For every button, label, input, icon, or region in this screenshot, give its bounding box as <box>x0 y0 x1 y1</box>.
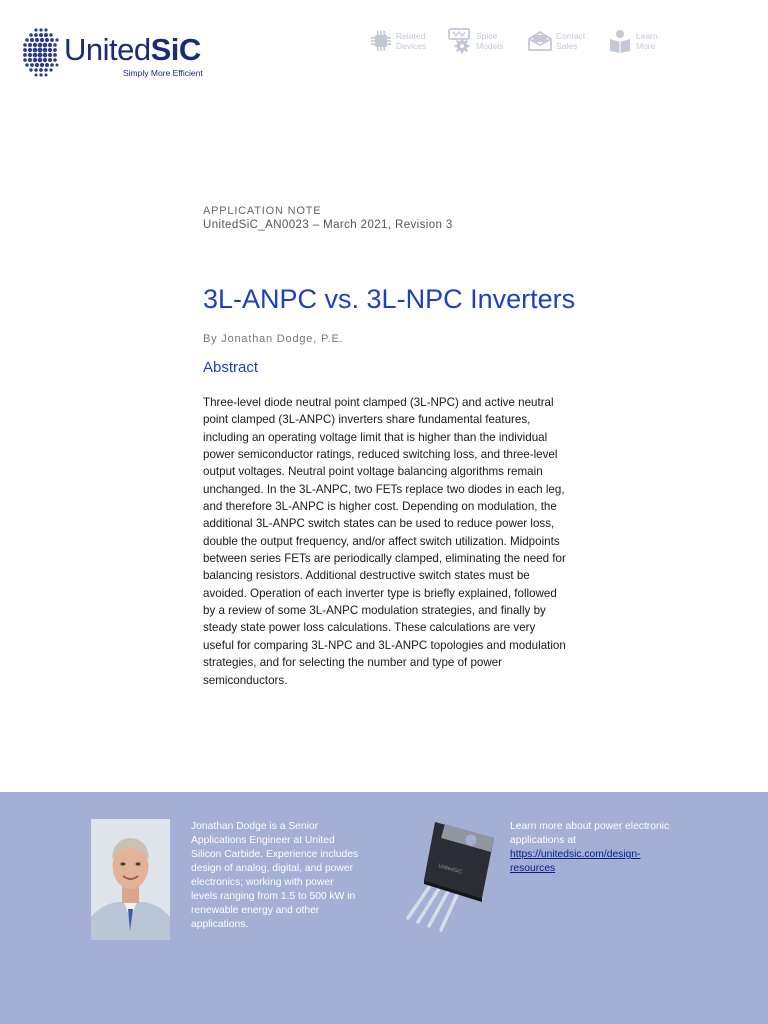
nav-label-line1: Contact <box>556 31 586 41</box>
nav-label-line1: Spice <box>476 31 498 41</box>
learn-more-text: Learn more about power electronic applications at <box>510 821 670 846</box>
nav-learn-more-label <box>636 31 674 51</box>
nav-related-devices-label <box>396 31 434 51</box>
nav-label-line1: Related <box>396 31 426 41</box>
nav-spice-models-label <box>476 31 514 51</box>
logo-dot-hexagon-icon <box>22 26 62 80</box>
abstract-text: Three-level diode neutral point clamped (3L-NPC) and active neutral point clamped (3L-ANPC) inverters share fundamental features, including an operating voltage limit that is higher than the individual power semiconductor ratings, reduced switching loss, and three-level output voltages. Neutral point voltage balancing algorithms remain unchanged. In the 3L-ANPC, two FETs replace two diodes in each leg, and therefore 3L-ANPC is higher cost. Depending on modulation, the additional 3L-ANPC switch states can be used to reduce power loss, double the output frequency, and/or affect switch utilization. Midpoints between series FETs are periodically clamped, eliminating the need for balancing resistors. Additional destructive switch states must be avoided. Operation of each inverter type is briefly explained, followed by a review of some 3L-ANPC modulation strategies, and finally by steady state power loss calculations. These calculations are very useful for comparing 3L-NPC and 3L-ANPC topologies and modulation strategies, and for selecting the number and type of power semiconductors. <box>203 396 566 687</box>
author-portrait-image <box>91 819 170 940</box>
design-resources-link[interactable]: https://unitedsic.com/design-resources <box>510 849 641 874</box>
nav-label-line2: Devices <box>396 41 427 51</box>
nav-spice-models[interactable] <box>448 28 514 54</box>
nav-learn-more[interactable] <box>608 28 674 54</box>
logo-wordmark <box>64 32 201 68</box>
logo-name-bold: SiC <box>150 32 201 67</box>
nav-contact-sales-label <box>556 31 594 51</box>
author-bio: Jonathan Dodge is a Senior Applications Engineer at United Silicon Carbide. Experience includes design of analog, digital, and power electronics; working with power levels ranging from 1.5 to 500 kW in renewable energy and other applications. <box>191 821 359 930</box>
byline: By Jonathan Dodge, P.E. <box>203 333 344 345</box>
nav-label-line2: Sales <box>556 41 578 51</box>
learn-more-block <box>510 820 670 876</box>
document-reference: UnitedSiC_AN0023 – March 2021, Revision 3 <box>203 219 453 231</box>
logo-tagline: Simply More Efficient <box>123 68 203 78</box>
book-reader-icon <box>608 29 632 53</box>
chip-icon <box>370 30 392 52</box>
nav-label-line2: Models <box>476 41 504 51</box>
header-nav <box>370 28 674 54</box>
abstract-heading: Abstract <box>203 359 259 376</box>
logo-name-regular: United <box>64 32 151 67</box>
product-image <box>398 816 498 939</box>
chip-marking: UnitedSiC <box>437 863 463 876</box>
nav-contact-sales[interactable] <box>528 28 594 54</box>
gear-icon <box>448 28 472 54</box>
nav-label-line2: More <box>636 41 656 51</box>
document-kind: APPLICATION NOTE <box>203 205 322 217</box>
author-photo <box>91 819 170 940</box>
to247-transistor-image <box>398 816 498 934</box>
nav-related-devices[interactable] <box>370 28 434 54</box>
page-title: 3L-ANPC vs. 3L-NPC Inverters <box>203 284 576 314</box>
author-footer <box>0 792 768 1024</box>
mail-icon <box>528 31 552 51</box>
nav-label-line1: Learn <box>636 31 658 41</box>
unitedsic-logo[interactable] <box>22 26 212 82</box>
